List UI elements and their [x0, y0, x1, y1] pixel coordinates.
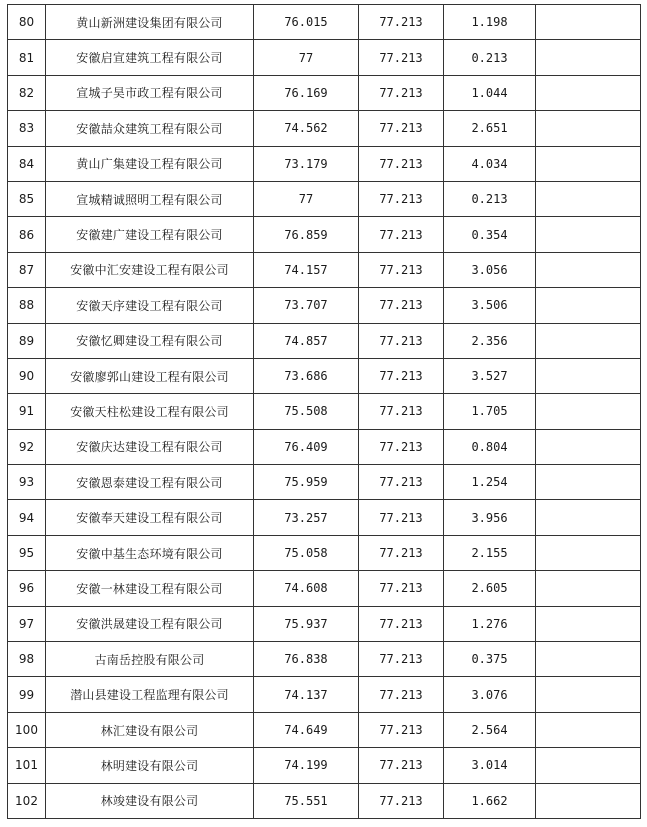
- deviation-cell: 1.254: [444, 465, 536, 500]
- benchmark-cell: 77.213: [359, 465, 444, 500]
- company-name-cell: 安徽忆卿建设工程有限公司: [46, 323, 254, 358]
- table-row: [8, 712, 641, 747]
- table-row: [8, 535, 641, 570]
- benchmark-cell: 77.213: [359, 429, 444, 464]
- remark-cell: [536, 677, 641, 712]
- deviation-cell: 2.155: [444, 535, 536, 570]
- deviation-cell: 3.527: [444, 358, 536, 393]
- benchmark-cell: 77.213: [359, 252, 444, 287]
- company-name-cell: 黄山广集建设工程有限公司: [46, 146, 254, 181]
- company-name-cell: 安徽奉天建设工程有限公司: [46, 500, 254, 535]
- company-name-cell: 林汇建设有限公司: [46, 712, 254, 747]
- deviation-cell: 1.044: [444, 75, 536, 110]
- deviation-cell: 0.804: [444, 429, 536, 464]
- score-cell: 74.649: [254, 712, 359, 747]
- table-row: [8, 465, 641, 500]
- deviation-cell: 1.198: [444, 5, 536, 40]
- table-row: [8, 783, 641, 818]
- remark-cell: [536, 535, 641, 570]
- remark-cell: [536, 429, 641, 464]
- remark-cell: [536, 571, 641, 606]
- row-number-cell: 101: [8, 748, 46, 783]
- row-number-cell: 85: [8, 181, 46, 216]
- benchmark-cell: 77.213: [359, 40, 444, 75]
- remark-cell: [536, 323, 641, 358]
- deviation-cell: 0.213: [444, 181, 536, 216]
- benchmark-cell: 77.213: [359, 358, 444, 393]
- score-cell: 76.015: [254, 5, 359, 40]
- score-cell: 73.257: [254, 500, 359, 535]
- row-number-cell: 94: [8, 500, 46, 535]
- remark-cell: [536, 465, 641, 500]
- remark-cell: [536, 748, 641, 783]
- table-row: [8, 323, 641, 358]
- deviation-cell: 2.356: [444, 323, 536, 358]
- company-name-cell: 安徽喆众建筑工程有限公司: [46, 111, 254, 146]
- company-name-cell: 安徽天序建设工程有限公司: [46, 288, 254, 323]
- company-name-cell: 宣城精诚照明工程有限公司: [46, 181, 254, 216]
- benchmark-cell: 77.213: [359, 571, 444, 606]
- benchmark-cell: 77.213: [359, 535, 444, 570]
- score-cell: 75.937: [254, 606, 359, 641]
- table-row: [8, 571, 641, 606]
- table-row: [8, 429, 641, 464]
- benchmark-cell: 77.213: [359, 606, 444, 641]
- table-row: [8, 111, 641, 146]
- row-number-cell: 97: [8, 606, 46, 641]
- remark-cell: [536, 606, 641, 641]
- remark-cell: [536, 217, 641, 252]
- deviation-cell: 3.076: [444, 677, 536, 712]
- row-number-cell: 98: [8, 642, 46, 677]
- score-cell: 73.686: [254, 358, 359, 393]
- row-number-cell: 87: [8, 252, 46, 287]
- deviation-cell: 3.056: [444, 252, 536, 287]
- score-cell: 73.707: [254, 288, 359, 323]
- company-name-cell: 安徽中基生态环境有限公司: [46, 535, 254, 570]
- score-cell: 74.157: [254, 252, 359, 287]
- company-name-cell: 安徽庆达建设工程有限公司: [46, 429, 254, 464]
- table-row: [8, 748, 641, 783]
- table-row: [8, 75, 641, 110]
- table-row: [8, 217, 641, 252]
- company-name-cell: 安徽恩泰建设工程有限公司: [46, 465, 254, 500]
- benchmark-cell: 77.213: [359, 111, 444, 146]
- remark-cell: [536, 358, 641, 393]
- score-cell: 76.409: [254, 429, 359, 464]
- row-number-cell: 93: [8, 465, 46, 500]
- row-number-cell: 88: [8, 288, 46, 323]
- company-name-cell: 安徽洪晟建设工程有限公司: [46, 606, 254, 641]
- table-row: [8, 606, 641, 641]
- company-name-cell: 古南岳控股有限公司: [46, 642, 254, 677]
- company-name-cell: 安徽一林建设工程有限公司: [46, 571, 254, 606]
- row-number-cell: 100: [8, 712, 46, 747]
- table-row: [8, 642, 641, 677]
- table-row: [8, 677, 641, 712]
- benchmark-cell: 77.213: [359, 323, 444, 358]
- row-number-cell: 82: [8, 75, 46, 110]
- deviation-cell: 1.662: [444, 783, 536, 818]
- score-cell: 73.179: [254, 146, 359, 181]
- deviation-cell: 2.564: [444, 712, 536, 747]
- deviation-cell: 2.605: [444, 571, 536, 606]
- table-row: [8, 5, 641, 40]
- benchmark-cell: 77.213: [359, 748, 444, 783]
- table-row: [8, 394, 641, 429]
- remark-cell: [536, 5, 641, 40]
- deviation-cell: 0.354: [444, 217, 536, 252]
- benchmark-cell: 77.213: [359, 500, 444, 535]
- benchmark-cell: 77.213: [359, 146, 444, 181]
- table-row: [8, 146, 641, 181]
- row-number-cell: 90: [8, 358, 46, 393]
- benchmark-cell: 77.213: [359, 75, 444, 110]
- score-cell: 75.058: [254, 535, 359, 570]
- table-row: [8, 252, 641, 287]
- company-name-cell: 安徽启宣建筑工程有限公司: [46, 40, 254, 75]
- deviation-cell: 1.705: [444, 394, 536, 429]
- table-row: [8, 40, 641, 75]
- company-name-cell: 潜山县建设工程监理有限公司: [46, 677, 254, 712]
- benchmark-cell: 77.213: [359, 181, 444, 216]
- deviation-cell: 0.213: [444, 40, 536, 75]
- row-number-cell: 95: [8, 535, 46, 570]
- deviation-cell: 4.034: [444, 146, 536, 181]
- company-name-cell: 宣城子昊市政工程有限公司: [46, 75, 254, 110]
- score-cell: 74.608: [254, 571, 359, 606]
- company-name-cell: 安徽廖郭山建设工程有限公司: [46, 358, 254, 393]
- company-name-cell: 安徽天柱松建设工程有限公司: [46, 394, 254, 429]
- deviation-cell: 0.375: [444, 642, 536, 677]
- table-row: [8, 288, 641, 323]
- score-cell: 74.199: [254, 748, 359, 783]
- remark-cell: [536, 500, 641, 535]
- results-table: [7, 4, 641, 819]
- row-number-cell: 83: [8, 111, 46, 146]
- table-row: [8, 358, 641, 393]
- row-number-cell: 80: [8, 5, 46, 40]
- score-cell: 77: [254, 181, 359, 216]
- remark-cell: [536, 394, 641, 429]
- row-number-cell: 96: [8, 571, 46, 606]
- score-cell: 75.959: [254, 465, 359, 500]
- score-cell: 76.838: [254, 642, 359, 677]
- row-number-cell: 92: [8, 429, 46, 464]
- company-name-cell: 林明建设有限公司: [46, 748, 254, 783]
- row-number-cell: 81: [8, 40, 46, 75]
- remark-cell: [536, 252, 641, 287]
- score-cell: 76.169: [254, 75, 359, 110]
- score-cell: 74.562: [254, 111, 359, 146]
- remark-cell: [536, 75, 641, 110]
- row-number-cell: 84: [8, 146, 46, 181]
- company-name-cell: 林竣建设有限公司: [46, 783, 254, 818]
- remark-cell: [536, 181, 641, 216]
- benchmark-cell: 77.213: [359, 288, 444, 323]
- benchmark-cell: 77.213: [359, 712, 444, 747]
- company-name-cell: 安徽建广建设工程有限公司: [46, 217, 254, 252]
- table-row: [8, 181, 641, 216]
- row-number-cell: 102: [8, 783, 46, 818]
- deviation-cell: 2.651: [444, 111, 536, 146]
- deviation-cell: 3.014: [444, 748, 536, 783]
- remark-cell: [536, 111, 641, 146]
- row-number-cell: 86: [8, 217, 46, 252]
- remark-cell: [536, 146, 641, 181]
- deviation-cell: 1.276: [444, 606, 536, 641]
- benchmark-cell: 77.213: [359, 642, 444, 677]
- benchmark-cell: 77.213: [359, 217, 444, 252]
- remark-cell: [536, 712, 641, 747]
- remark-cell: [536, 40, 641, 75]
- benchmark-cell: 77.213: [359, 394, 444, 429]
- benchmark-cell: 77.213: [359, 5, 444, 40]
- score-cell: 76.859: [254, 217, 359, 252]
- results-table-body: [8, 5, 641, 819]
- score-cell: 75.551: [254, 783, 359, 818]
- score-cell: 77: [254, 40, 359, 75]
- company-name-cell: 黄山新洲建设集团有限公司: [46, 5, 254, 40]
- row-number-cell: 91: [8, 394, 46, 429]
- score-cell: 74.137: [254, 677, 359, 712]
- company-name-cell: 安徽中汇安建设工程有限公司: [46, 252, 254, 287]
- row-number-cell: 89: [8, 323, 46, 358]
- benchmark-cell: 77.213: [359, 677, 444, 712]
- remark-cell: [536, 783, 641, 818]
- score-cell: 74.857: [254, 323, 359, 358]
- deviation-cell: 3.506: [444, 288, 536, 323]
- table-row: [8, 500, 641, 535]
- row-number-cell: 99: [8, 677, 46, 712]
- deviation-cell: 3.956: [444, 500, 536, 535]
- remark-cell: [536, 642, 641, 677]
- score-cell: 75.508: [254, 394, 359, 429]
- remark-cell: [536, 288, 641, 323]
- benchmark-cell: 77.213: [359, 783, 444, 818]
